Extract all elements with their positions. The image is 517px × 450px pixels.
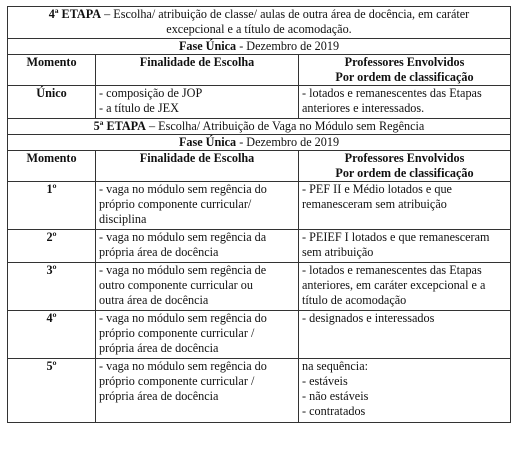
cell-line: título de acomodação xyxy=(302,293,407,307)
cell-line: na sequência: xyxy=(302,359,368,373)
header-label: Professores Envolvidos xyxy=(344,151,465,165)
cell-line: própria área de docência xyxy=(99,389,219,403)
etapa4-phase-text: - Dezembro de 2019 xyxy=(236,39,340,53)
header-label: Professores Envolvidos xyxy=(344,55,465,69)
finalidade-cell xyxy=(96,86,299,119)
cell-line: - PEF II e Médio lotados e que xyxy=(302,182,452,196)
cell-line: - vaga no módulo sem regência do xyxy=(99,182,267,196)
etapa5-phase-row xyxy=(8,135,511,151)
header-label: Por ordem de classificação xyxy=(335,70,474,84)
momento-cell: Único xyxy=(8,86,96,119)
cell-line: outro componente curricular ou xyxy=(99,278,253,292)
cell-line: disciplina xyxy=(99,212,147,226)
cell-line: - vaga no módulo sem regência de xyxy=(99,263,267,277)
etapa4-title xyxy=(8,7,511,39)
etapa4-title-line2: excepcional e a título de acomodação. xyxy=(166,22,352,36)
momento-cell: 1º xyxy=(8,182,96,230)
cell-line: - vaga no módulo sem regência do xyxy=(99,359,267,373)
etapa4-phase-row xyxy=(8,39,511,55)
cell-line: - lotados e remanescentes das Etapas xyxy=(302,86,482,100)
table-row xyxy=(8,311,511,359)
table-row xyxy=(8,263,511,311)
etapa5-header-momento xyxy=(8,151,96,182)
schedule-table xyxy=(7,6,511,423)
cell-line: - composição de JOP xyxy=(99,86,203,100)
etapa5-title-text: – Escolha/ Atribuição de Vaga no Módulo sem Regência xyxy=(145,119,425,133)
etapa5-phase-text: - Dezembro de 2019 xyxy=(236,135,340,149)
etapa4-header-finalidade xyxy=(96,55,299,86)
header-label: Finalidade de Escolha xyxy=(139,151,255,165)
cell-line: - a título de JEX xyxy=(99,101,179,115)
cell-line: própria área de docência xyxy=(99,245,219,259)
cell-line: - designados e interessados xyxy=(302,311,435,325)
header-label: Finalidade de Escolha xyxy=(139,55,255,69)
etapa4-header-momento xyxy=(8,55,96,86)
header-label: Momento xyxy=(26,151,77,165)
etapa5-title-row xyxy=(8,119,511,135)
professores-cell xyxy=(299,230,511,263)
momento-cell: 4º xyxy=(8,311,96,359)
etapa5-header-row xyxy=(8,151,511,182)
etapa5-phase xyxy=(8,135,511,151)
cell-line: anteriores, em caráter excepcional e a xyxy=(302,278,486,292)
etapa5-header-finalidade xyxy=(96,151,299,182)
momento-cell: 5º xyxy=(8,359,96,423)
table-row xyxy=(8,230,511,263)
cell-line: próprio componente curricular / xyxy=(99,326,255,340)
finalidade-cell xyxy=(96,230,299,263)
etapa5-title-bold: 5ª ETAPA xyxy=(93,119,146,133)
header-label: Momento xyxy=(26,55,77,69)
professores-cell xyxy=(299,263,511,311)
finalidade-cell xyxy=(96,311,299,359)
finalidade-cell xyxy=(96,263,299,311)
etapa4-title-row xyxy=(8,7,511,39)
cell-line: - vaga no módulo sem regência da xyxy=(99,230,267,244)
cell-line: - contratados xyxy=(302,404,366,418)
etapa5-phase-bold: Fase Única xyxy=(178,135,237,149)
table-row xyxy=(8,359,511,423)
cell-line: próprio componente curricular/ xyxy=(99,197,252,211)
finalidade-cell xyxy=(96,359,299,423)
cell-line: - lotados e remanescentes das Etapas xyxy=(302,263,482,277)
finalidade-cell xyxy=(96,182,299,230)
cell-line: - vaga no módulo sem regência do xyxy=(99,311,267,325)
cell-line: - não estáveis xyxy=(302,389,369,403)
etapa4-header-professores xyxy=(299,55,511,86)
professores-cell xyxy=(299,86,511,119)
cell-line: próprio componente curricular / xyxy=(99,374,255,388)
cell-line: - estáveis xyxy=(302,374,348,388)
cell-line: própria área de docência xyxy=(99,341,219,355)
etapa4-phase xyxy=(8,39,511,55)
cell-line: outra área de docência xyxy=(99,293,209,307)
cell-line: sem atribuição xyxy=(302,245,374,259)
etapa4-phase-bold: Fase Única xyxy=(178,39,237,53)
professores-cell xyxy=(299,311,511,359)
etapa4-title-text: – Escolha/ atribuição de classe/ aulas de outra área de docência, em caráter xyxy=(101,7,470,21)
momento-cell: 2º xyxy=(8,230,96,263)
table-row xyxy=(8,182,511,230)
momento-cell: 3º xyxy=(8,263,96,311)
etapa5-title xyxy=(8,119,511,135)
professores-cell xyxy=(299,182,511,230)
cell-line: - PEIEF I lotados e que remanesceram xyxy=(302,230,490,244)
table-row xyxy=(8,86,511,119)
etapa4-header-row xyxy=(8,55,511,86)
document-page xyxy=(7,6,510,423)
etapa5-header-professores xyxy=(299,151,511,182)
etapa4-title-bold: 4ª ETAPA xyxy=(48,7,102,21)
header-label: Por ordem de classificação xyxy=(335,166,474,180)
professores-cell xyxy=(299,359,511,423)
cell-line: remanesceram sem atribuição xyxy=(302,197,447,211)
cell-line: anteriores e interessados. xyxy=(302,101,425,115)
